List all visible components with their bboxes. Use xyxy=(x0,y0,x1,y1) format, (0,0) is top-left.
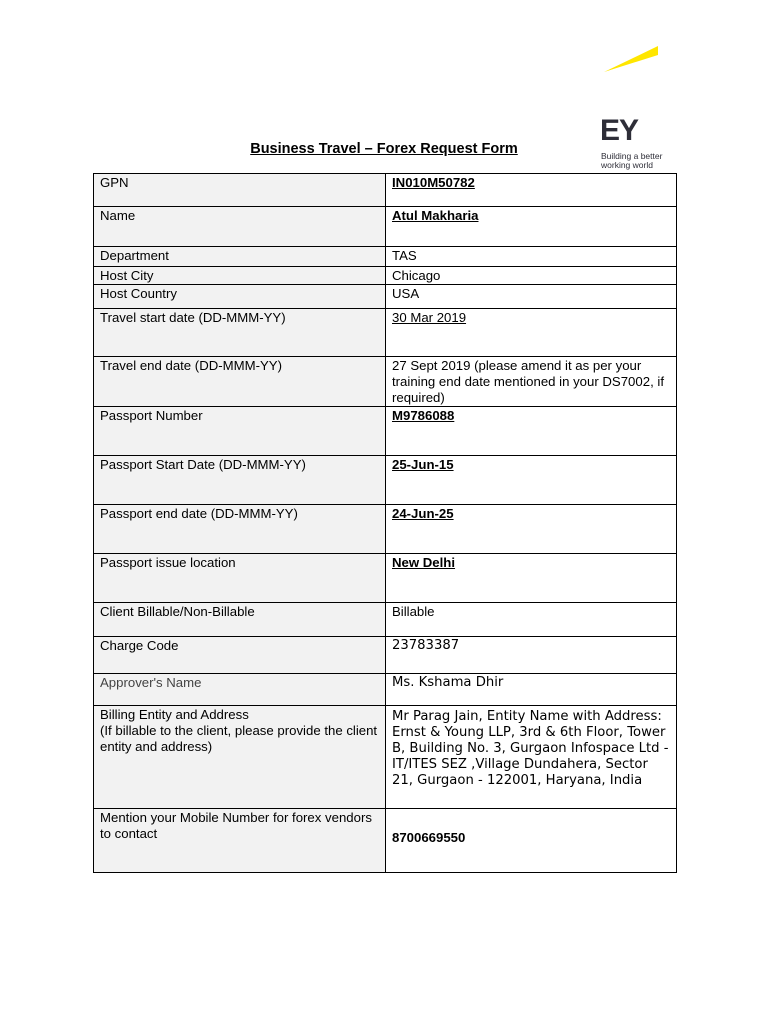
label-billing-entity: Billing Entity and Address (If billable to the client, please provide the client entity and address) xyxy=(94,706,386,809)
value-passport-end: 24-Jun-25 xyxy=(386,505,677,554)
logo-wordmark: EY xyxy=(600,114,639,147)
label-passport-start: Passport Start Date (DD-MMM-YY) xyxy=(94,456,386,505)
row-passport-number xyxy=(94,407,677,456)
row-travel-start xyxy=(94,309,677,357)
value-travel-start: 30 Mar 2019 xyxy=(386,309,677,357)
label-passport-number: Passport Number xyxy=(94,407,386,456)
form-title: Business Travel – Forex Request Form xyxy=(250,141,518,157)
row-charge-code xyxy=(94,637,677,674)
label-host-country: Host Country xyxy=(94,285,386,309)
value-passport-start: 25-Jun-15 xyxy=(386,456,677,505)
value-billable: Billable xyxy=(386,603,677,637)
row-passport-location xyxy=(94,554,677,603)
label-gpn: GPN xyxy=(94,174,386,207)
label-host-city: Host City xyxy=(94,267,386,285)
ey-beam-icon xyxy=(598,46,678,72)
forex-request-table xyxy=(93,173,677,873)
label-billable: Client Billable/Non-Billable xyxy=(94,603,386,637)
ey-logo xyxy=(598,46,678,170)
value-charge-code: 23783387 xyxy=(386,637,677,674)
label-charge-code: Charge Code xyxy=(94,637,386,674)
value-name: Atul Makharia xyxy=(386,207,677,247)
row-department xyxy=(94,247,677,267)
value-mobile: 8700669550 xyxy=(386,809,677,873)
value-host-city: Chicago xyxy=(386,267,677,285)
value-gpn: IN010M50782 xyxy=(386,174,677,207)
value-billing-entity: Mr Parag Jain, Entity Name with Address: Ernst & Young LLP, 3rd & 6th Floor, Tower B, Building No. 3, Gurgaon Infospace Ltd - IT/ITES SEZ ,Village Dundahera, Sector 21, Gurgaon - 122001, Haryana, India xyxy=(386,706,677,809)
label-passport-location: Passport issue location xyxy=(94,554,386,603)
row-travel-end xyxy=(94,357,677,407)
row-host-city xyxy=(94,267,677,285)
row-gpn xyxy=(94,174,677,207)
logo-tagline: Building a better working world xyxy=(601,151,663,170)
row-name xyxy=(94,207,677,247)
row-host-country xyxy=(94,285,677,309)
row-passport-start xyxy=(94,456,677,505)
label-travel-end: Travel end date (DD-MMM-YY) xyxy=(94,357,386,407)
label-name: Name xyxy=(94,207,386,247)
value-department: TAS xyxy=(386,247,677,267)
value-host-country: USA xyxy=(386,285,677,309)
label-mobile: Mention your Mobile Number for forex vendors to contact xyxy=(94,809,386,873)
row-billing-entity xyxy=(94,706,677,809)
value-passport-number: M9786088 xyxy=(386,407,677,456)
label-department: Department xyxy=(94,247,386,267)
value-travel-end: 27 Sept 2019 (please amend it as per your training end date mentioned in your DS7002, if required) xyxy=(386,357,677,407)
label-passport-end: Passport end date (DD-MMM-YY) xyxy=(94,505,386,554)
row-mobile xyxy=(94,809,677,873)
value-approver: Ms. Kshama Dhir xyxy=(386,674,677,706)
value-passport-location: New Delhi xyxy=(386,554,677,603)
row-passport-end xyxy=(94,505,677,554)
label-travel-start: Travel start date (DD-MMM-YY) xyxy=(94,309,386,357)
row-billable xyxy=(94,603,677,637)
row-approver xyxy=(94,674,677,706)
label-approver: Approver's Name xyxy=(94,674,386,706)
